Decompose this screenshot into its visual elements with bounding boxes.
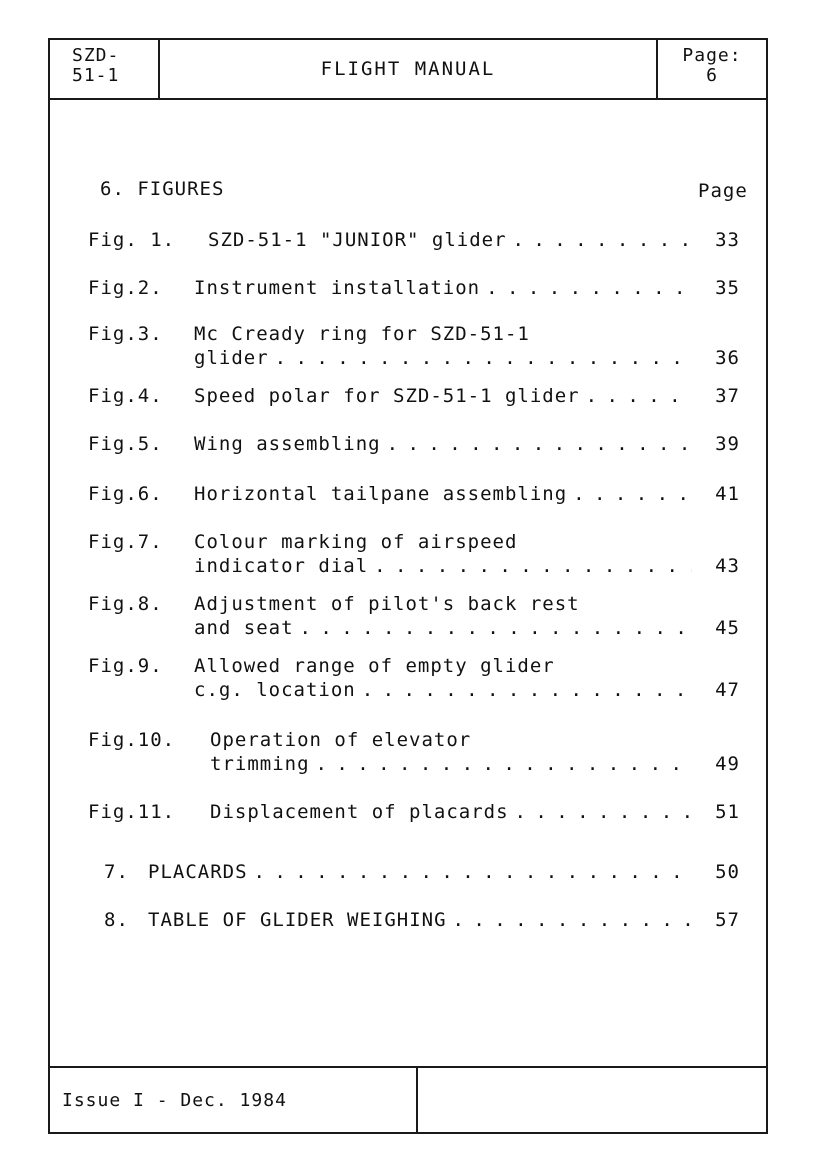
document-code bbox=[50, 40, 160, 98]
figure-title-cont: trimming bbox=[210, 753, 310, 775]
figure-page: 36 bbox=[715, 347, 740, 369]
figure-title: Horizontal tailpane assembling bbox=[194, 483, 568, 505]
figure-title-line bbox=[194, 346, 698, 370]
figure-label: Fig.2. bbox=[88, 277, 163, 299]
leader-dots bbox=[374, 554, 692, 578]
figure-title-line bbox=[194, 384, 698, 408]
figure-page: 47 bbox=[715, 679, 740, 701]
figure-title-line bbox=[208, 228, 698, 252]
manual-page bbox=[48, 38, 768, 1134]
figure-label: Fig.7. bbox=[88, 531, 163, 553]
figure-entry-6 bbox=[88, 482, 740, 506]
figure-label: Fig.8. bbox=[88, 593, 163, 615]
leader-dots bbox=[515, 800, 692, 824]
footer-blank-cell bbox=[418, 1068, 766, 1134]
figure-entry-11 bbox=[88, 800, 740, 824]
figure-title: Displacement of placards bbox=[210, 801, 509, 823]
figure-page: 37 bbox=[715, 385, 740, 407]
figure-entry-7 bbox=[88, 530, 740, 577]
leader-dots bbox=[275, 346, 692, 370]
figure-page: 51 bbox=[715, 801, 740, 823]
leader-dots bbox=[586, 384, 692, 408]
figure-title-line bbox=[194, 276, 698, 300]
page-indicator bbox=[656, 40, 766, 98]
figure-title-line bbox=[194, 432, 698, 456]
leader-dots bbox=[316, 752, 692, 776]
figure-title: Allowed range of empty glider bbox=[194, 655, 555, 677]
figure-label: Fig.5. bbox=[88, 433, 163, 455]
figure-label: Fig.9. bbox=[88, 655, 163, 677]
figure-page: 41 bbox=[715, 483, 740, 505]
figure-title: Mc Cready ring for SZD-51-1 bbox=[194, 323, 530, 345]
figure-page: 43 bbox=[715, 555, 740, 577]
leader-dots bbox=[513, 228, 692, 252]
figure-title-cont: indicator dial bbox=[194, 555, 369, 577]
figures-heading: 6. FIGURES bbox=[100, 178, 225, 200]
figure-label: Fig.6. bbox=[88, 483, 163, 505]
document-code-line1: SZD- bbox=[72, 45, 120, 66]
figure-title: SZD-51-1 "JUNIOR" glider bbox=[208, 229, 507, 251]
figure-label: Fig.4. bbox=[88, 385, 163, 407]
section-title: TABLE OF GLIDER WEIGHING bbox=[148, 909, 447, 931]
figure-entry-5 bbox=[88, 432, 740, 456]
figure-page: 33 bbox=[715, 229, 740, 251]
figure-title: Adjustment of pilot's back rest bbox=[194, 593, 580, 615]
figure-title: Speed polar for SZD-51-1 glider bbox=[194, 385, 580, 407]
figure-title-line bbox=[194, 678, 698, 702]
figure-page: 49 bbox=[715, 753, 740, 775]
leader-dots bbox=[573, 482, 692, 506]
leader-dots bbox=[362, 678, 692, 702]
page-label: Page: bbox=[682, 45, 742, 66]
manual-title: FLIGHT MANUAL bbox=[320, 58, 496, 80]
page-header bbox=[50, 40, 766, 100]
figure-entry-3 bbox=[88, 322, 740, 369]
figure-title: Instrument installation bbox=[194, 277, 481, 299]
leader-dots bbox=[486, 276, 692, 300]
figure-label: Fig.3. bbox=[88, 323, 163, 345]
section-page: 50 bbox=[715, 861, 740, 883]
leader-dots bbox=[453, 908, 692, 932]
document-code-line2: 51-1 bbox=[72, 65, 120, 86]
figure-title-cont: glider bbox=[194, 347, 269, 369]
figure-entry-4 bbox=[88, 384, 740, 408]
leader-dots bbox=[254, 860, 692, 884]
leader-dots bbox=[300, 616, 692, 640]
figure-entry-9 bbox=[88, 654, 740, 701]
figure-title: Colour marking of airspeed bbox=[194, 531, 518, 553]
figure-entry-10 bbox=[88, 728, 740, 775]
section-number: 8. bbox=[104, 909, 129, 931]
section-page: 57 bbox=[715, 909, 740, 931]
section-title-line bbox=[148, 860, 698, 884]
figure-label: Fig. 1. bbox=[88, 229, 176, 251]
page-column-heading: Page bbox=[698, 180, 748, 202]
figure-page: 45 bbox=[715, 617, 740, 639]
section-entry-placards bbox=[88, 860, 740, 884]
figure-label: Fig.11. bbox=[88, 801, 176, 823]
section-title-line bbox=[148, 908, 698, 932]
section-title: PLACARDS bbox=[148, 861, 248, 883]
figure-title: Wing assembling bbox=[194, 433, 381, 455]
figure-title-line bbox=[194, 616, 698, 640]
figure-page: 35 bbox=[715, 277, 740, 299]
figure-page: 39 bbox=[715, 433, 740, 455]
figure-title-line bbox=[210, 752, 698, 776]
issue-date: Issue I - Dec. 1984 bbox=[50, 1068, 418, 1134]
figure-title-line bbox=[210, 800, 698, 824]
figure-title-cont: and seat bbox=[194, 617, 294, 639]
figure-entry-1 bbox=[88, 228, 740, 252]
figure-title-line bbox=[194, 554, 698, 578]
figure-entry-2 bbox=[88, 276, 740, 300]
figure-label: Fig.10. bbox=[88, 729, 176, 751]
section-entry-weighing bbox=[88, 908, 740, 932]
figure-entry-8 bbox=[88, 592, 740, 639]
page-footer bbox=[50, 1066, 766, 1134]
figure-title: Operation of elevator bbox=[210, 729, 472, 751]
figure-title-line bbox=[194, 482, 698, 506]
leader-dots bbox=[387, 432, 692, 456]
section-number: 7. bbox=[104, 861, 129, 883]
page-number: 6 bbox=[706, 65, 718, 86]
figure-title-cont: c.g. location bbox=[194, 679, 356, 701]
